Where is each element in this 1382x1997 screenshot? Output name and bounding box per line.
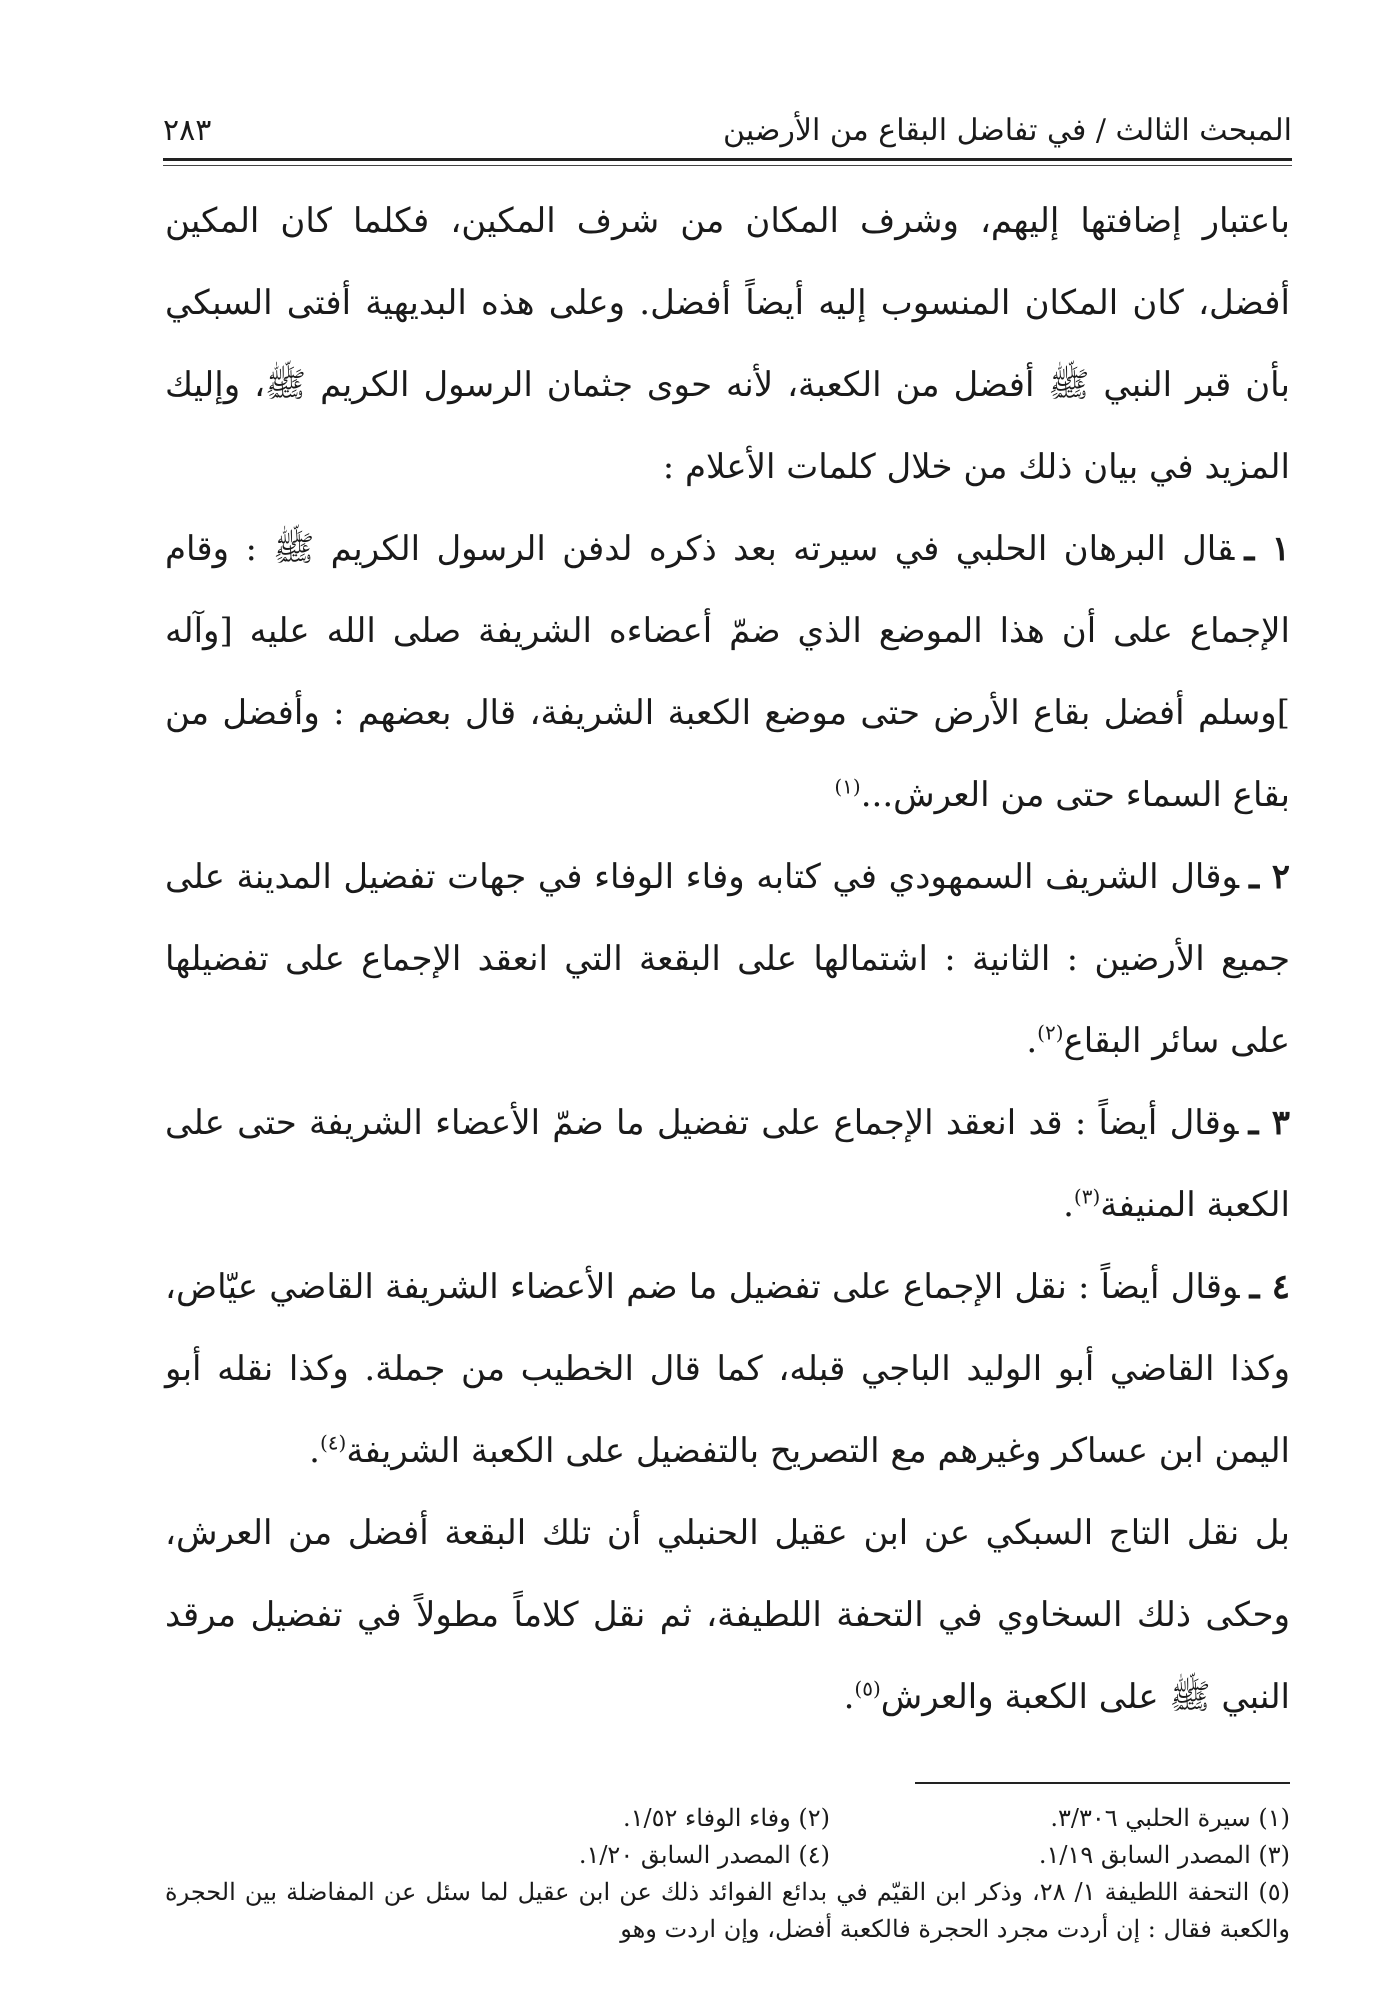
footnote-4: (٤) المصدر السابق ١/٢٠. — [578, 1841, 830, 1869]
item-text: وقال الشريف السمهودي في كتابه وفاء الوفاء في جهات تفضيل المدينة على جميع الأرضين : الثانية : اشتمالها على البقعة التي انعقد الإجماع على تفضيلها على سائر البقاع — [165, 857, 1290, 1061]
footnote-ref[interactable]: (٢) — [1037, 1020, 1064, 1045]
item-number: ٢ ـ — [1249, 857, 1290, 897]
footnote-1: (١) سيرة الحلبي ٣/٣٠٦. — [1050, 1804, 1290, 1832]
closing-text: بل نقل التاج السبكي عن ابن عقيل الحنبلي أن تلك البقعة أفضل من العرش، وحكى ذلك السخاوي في التحفة اللطيفة، ثم نقل كلاماً مطولاً في تفضيل مرقد النبي ﷺ على الكعبة والعرش — [165, 1513, 1290, 1717]
footnote-ref[interactable]: (٥) — [854, 1676, 881, 1701]
footnote-5: (٥) التحفة اللطيفة ١/ ٢٨، وذكر ابن القيّم في بدائع الفوائد ذلك عن ابن عقيل لما سئل عن المفاضلة بين الحجرة والكعبة فقال : إن أردت مجرد الحجرة فالكعبة أفضل، وإن اردت وهو — [165, 1878, 1290, 1943]
footnote-separator — [915, 1782, 1290, 1784]
page-number: ٢٨٣ — [163, 113, 212, 148]
numbered-item-1 — [165, 508, 1290, 836]
footnote-row — [165, 1800, 1290, 1837]
item-number: ٤ ـ — [1249, 1267, 1290, 1307]
closing-paragraph: بل نقل التاج السبكي عن ابن عقيل الحنبلي أن تلك البقعة أفضل من العرش، وحكى ذلك السخاوي في التحفة اللطيفة، ثم نقل كلاماً مطولاً في تفضيل مرقد النبي ﷺ على الكعبة والعرش$^{(٥)}$. — [165, 1513, 1290, 1717]
item-number: ١ ـ — [1244, 529, 1290, 569]
footnote-ref[interactable]: (٣) — [1073, 1184, 1101, 1209]
numbered-item-2: ٢ ـوقال الشريف السمهودي في كتابه وفاء الوفاء في جهات تفضيل المدينة على جميع الأرضين : الثانية : اشتمالها على البقعة التي انعقد الإجماع على تفضيلها على سائر البقاع$^{(٢)}$. — [165, 857, 1290, 1061]
footnote-2: (٢) وفاء الوفاء ١/٥٢. — [622, 1804, 830, 1832]
header-rule-thin — [163, 165, 1292, 166]
item-text: وقال أيضاً : قد انعقد الإجماع على تفضيل ما ضمّ الأعضاء الشريفة حتى على الكعبة المنيفة — [165, 1103, 1290, 1225]
header-rule — [163, 158, 1292, 161]
numbered-item-3: ٣ ـوقال أيضاً : قد انعقد الإجماع على تفضيل ما ضمّ الأعضاء الشريفة حتى على الكعبة المنيفة$^{(٣)}$. — [165, 1103, 1290, 1225]
item-text: قال البرهان الحلبي في سيرته بعد ذكره لدفن الرسول الكريم ﷺ : وقام الإجماع على أن هذا الموضع الذي ضمّ أعضاءه الشريفة صلى الله عليه [وآله ]وسلم أفضل بقاع الأرض حتى موضع الكعبة الشريفة، قال بعضهم : وأفضل من بقاع السماء حتى من العرش... — [165, 529, 1290, 815]
footnote-ref[interactable]: (٤) — [319, 1430, 347, 1455]
numbered-item-4: ٤ ـوقال أيضاً : نقل الإجماع على تفضيل ما ضم الأعضاء الشريفة القاضي عيّاض، وكذا القاضي أبو الوليد الباجي قبله، كما قال الخطيب من جملة. وكذا نقله أبو اليمن ابن عساكر وغيرهم مع التصريح بالتفضيل على الكعبة الشريفة$^{(٤)}$. — [165, 1267, 1290, 1471]
footnote-row — [165, 1837, 1290, 1874]
footnote-3: (٣) المصدر السابق ١/١٩. — [1038, 1841, 1290, 1869]
item-number: ٣ ـ — [1248, 1103, 1290, 1143]
item-text: وقال أيضاً : نقل الإجماع على تفضيل ما ضم الأعضاء الشريفة القاضي عيّاض، وكذا القاضي أبو الوليد الباجي قبله، كما قال الخطيب من جملة. وكذا نقله أبو اليمن ابن عساكر وغيرهم مع التصريح بالتفضيل على الكعبة الشريفة — [165, 1267, 1290, 1471]
footnote-ref[interactable]: (١) — [834, 774, 861, 799]
running-title: المبحث الثالث / في تفاضل البقاع من الأرضين — [723, 113, 1292, 148]
page-header — [163, 100, 1292, 148]
intro-paragraph: باعتبار إضافتها إليهم، وشرف المكان من شرف المكين، فكلما كان المكين أفضل، كان المكان المنسوب إليه أيضاً أفضل. وعلى هذه البديهية أفتى السبكي بأن قبر النبي ﷺ أفضل من الكعبة، لأنه حوى جثمان الرسول الكريم ﷺ، وإليك المزيد في بيان ذلك من خلال كلمات الأعلام : — [165, 201, 1290, 487]
main-text — [165, 180, 1290, 1738]
footnotes — [165, 1800, 1290, 1948]
